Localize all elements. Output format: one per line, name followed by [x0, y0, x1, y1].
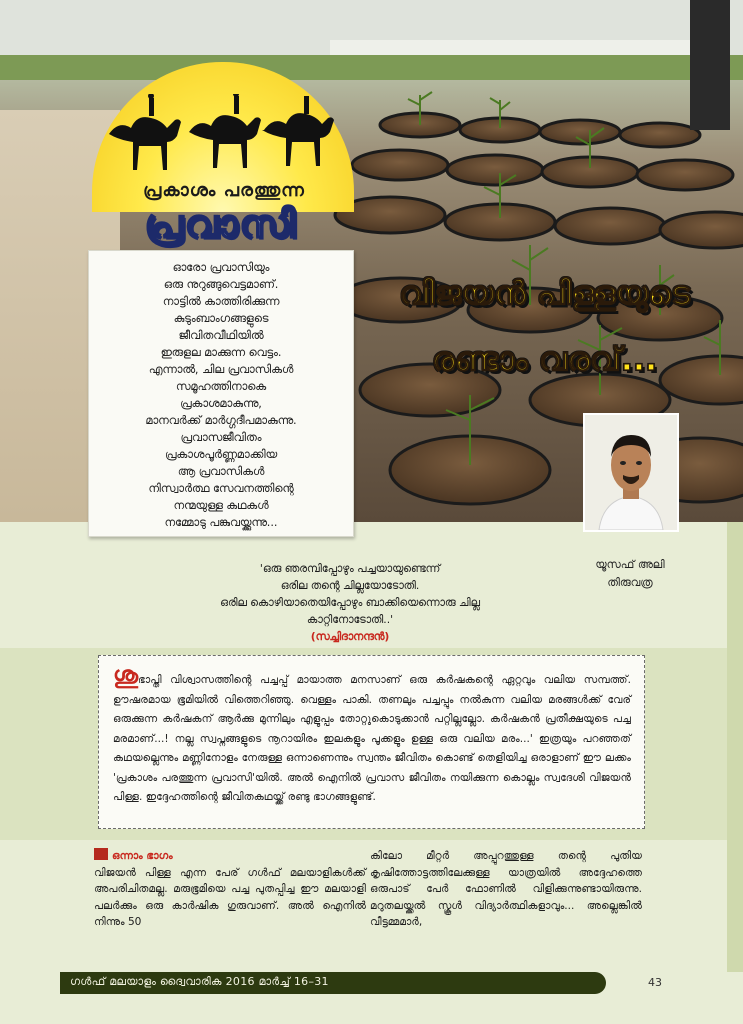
footer-publication: ഗൾഫ് മലയാളം ദ്വൈവാരിക 2016 മാർച്ച് 16–31: [70, 975, 329, 988]
intro-line: ജീവിതവീഥിയിൽ: [178, 329, 264, 342]
page-footer-bar: [60, 972, 606, 994]
article-headline: [352, 260, 737, 400]
intro-line: ഇരുളല മാക്കുന്ന വെട്ടം.: [160, 346, 282, 359]
part-label: ഒന്നാം ഭാഗം: [112, 850, 173, 862]
intro-line: എന്നാൽ, ചില പ്രവാസികൾ: [148, 363, 294, 376]
body-column-left: [94, 848, 366, 931]
headline-line-1: വിജയൻ പിള്ളയുടെ: [399, 274, 690, 312]
intro-text: [89, 251, 353, 531]
page-edge-strip: [727, 522, 743, 972]
intro-line: ആ പ്രവാസികൾ: [177, 465, 265, 478]
intro-line: നിസ്വാർത്ഥ സേവനത്തിന്റെ: [148, 482, 294, 495]
intro-line: പ്രവാസജീവിതം: [180, 431, 262, 444]
intro-line: നന്മയുള്ള കഥകൾ: [173, 499, 269, 512]
quote-line: ഒരില തന്റെ ചില്ലയോടോതി.: [280, 579, 420, 592]
author-photo: [585, 415, 677, 530]
part-heading: [94, 848, 366, 865]
page-number: 43: [648, 976, 662, 989]
part-marker-icon: [94, 848, 108, 860]
intro-line: നമ്മോടു പങ്കുവയ്ക്കുന്നു...: [164, 516, 278, 529]
quote-line: ഒരില കൊഴിയാതെയിപ്പോഴും ബാക്കിയെന്നൊരു ചില്ല: [220, 596, 480, 609]
lead-paragraph: [113, 661, 631, 808]
intro-line: പ്രകാശമാകുന്നു,: [180, 397, 262, 410]
quote-line: 'ഒരു ഞരമ്പിപ്പോഴും പച്ചയായുണ്ടെന്ന്: [259, 562, 441, 575]
body-text-left: വിജയൻ പിള്ള എന്ന പേര് ഗൾഫ് മലയാളികൾക്ക് അപരിചിതമല്ല. മരുഭൂമിയെ പച്ച പുതപ്പിച്ച ഈ മലയാളി പലർക്കും ഒരു കാർഷിക ഗുരുവാണ്. അൽ ഐനിൽ നിന്നും 50: [94, 866, 366, 928]
author-caption: [560, 556, 700, 592]
intro-line: നാട്ടിൽ കാത്തിരിക്കുന്ന: [162, 295, 280, 308]
intro-line: പ്രകാശപൂർണ്ണമാക്കിയ: [164, 448, 278, 461]
lead-paragraph-box: [98, 655, 645, 829]
lead-body: ഭാപ്തി വിശ്വാസത്തിന്റെ പച്ചപ്പ് മായാത്ത മനസാണ് ഒരു കർഷകന്റെ ഏറ്റവും വലിയ സമ്പത്ത്. ഊഷരമായ ഭൂമിയിൽ വിത്തെറിഞ്ഞു. വെള്ളം പാകി. തണലും പച്ചപ്പും നൽകുന്ന വലിയ മരങ്ങൾക്ക് വേര് ഒരുക്കുന്ന കർഷകന് ആർക്കു മുന്നിലും എളുപ്പം തോറ്റുകൊടുക്കാൻ പറ്റില്ലല്ലോ. കർഷകൻ പ്രതീക്ഷയുടെ പച്ച മരമാണ്...! നല്ല സ്വപ്നങ്ങളുടെ നൂറായിരം ഇലകളും പൂക്കളും ഉള്ള ഒരു വലിയ മരം...' ഇത്രയും പറഞ്ഞത് കഥയല്ലെന്നും മണ്ണിനോളം നേരുള്ള ഒന്നാണെന്നും സ്വന്തം ജീവിതം കൊണ്ട് തെളിയിച്ച ഒരാളാണ് ഈ ലക്കം 'പ്രകാശം പരത്തുന്ന പ്രവാസി'യിൽ. അൽ ഐനിൽ പ്രവാസ ജീവിതം നയിക്കുന്ന കൊല്ലം സ്വദേശി വിജയൻ പിള്ള. ഇദ്ദേഹത്തിന്റെ ജീവിതകഥയ്ക്ക് രണ്ടു ഭാഗങ്ങളുണ്ട്.: [113, 674, 631, 803]
author-place: തിരുവത്ര: [607, 576, 653, 589]
intro-line: കുടുംബാംഗങ്ങളുടെ: [173, 312, 269, 325]
epigraph-quote: [150, 560, 550, 645]
headline-line-2: രണ്ടാം വരവ്...: [431, 340, 658, 378]
author-portrait: [583, 413, 679, 532]
intro-panel: [88, 250, 354, 537]
intro-line: ഒരു നുറുങ്ങുവെട്ടമാണ്.: [163, 278, 279, 291]
section-title-block: [90, 170, 352, 250]
section-title-big: പ്രവാസി: [144, 202, 298, 246]
section-title-small: പ്രകാശം പരത്തുന്ന: [143, 180, 305, 201]
quote-author: (സച്ചിദാനന്ദൻ): [310, 630, 390, 643]
author-name: യൂസഫ് അലി: [595, 558, 665, 571]
lead-dropcap: ശു: [113, 661, 139, 689]
intro-line: മാനവർക്ക് മാർഗ്ഗദീപമാകുന്നു.: [145, 414, 297, 427]
intro-line: ഓരോ പ്രവാസിയും: [172, 261, 270, 274]
body-column-right: [370, 848, 642, 931]
intro-line: സമൂഹത്തിനാകെ: [175, 380, 267, 393]
camel-caravan-icon: [104, 94, 334, 174]
quote-line: കാറ്റിനോടോതി..': [306, 613, 394, 626]
body-text-right: കിലോ മീറ്റർ അപ്പുറത്തുള്ള തന്റെ പുതിയ കൃഷിത്തോട്ടത്തിലേക്കുള്ള യാത്രയിൽ അദ്ദേഹത്തെ ഒരുപാട് പേർ ഫോണിൽ വിളിക്കുന്നുണ്ടായിരുന്നു. മറുതലയ്ക്കൽ സ്കൂൾ വിദ്യാർത്ഥികളാവും... അല്ലെങ്കിൽ വീട്ടമ്മമാർ,: [370, 850, 642, 928]
